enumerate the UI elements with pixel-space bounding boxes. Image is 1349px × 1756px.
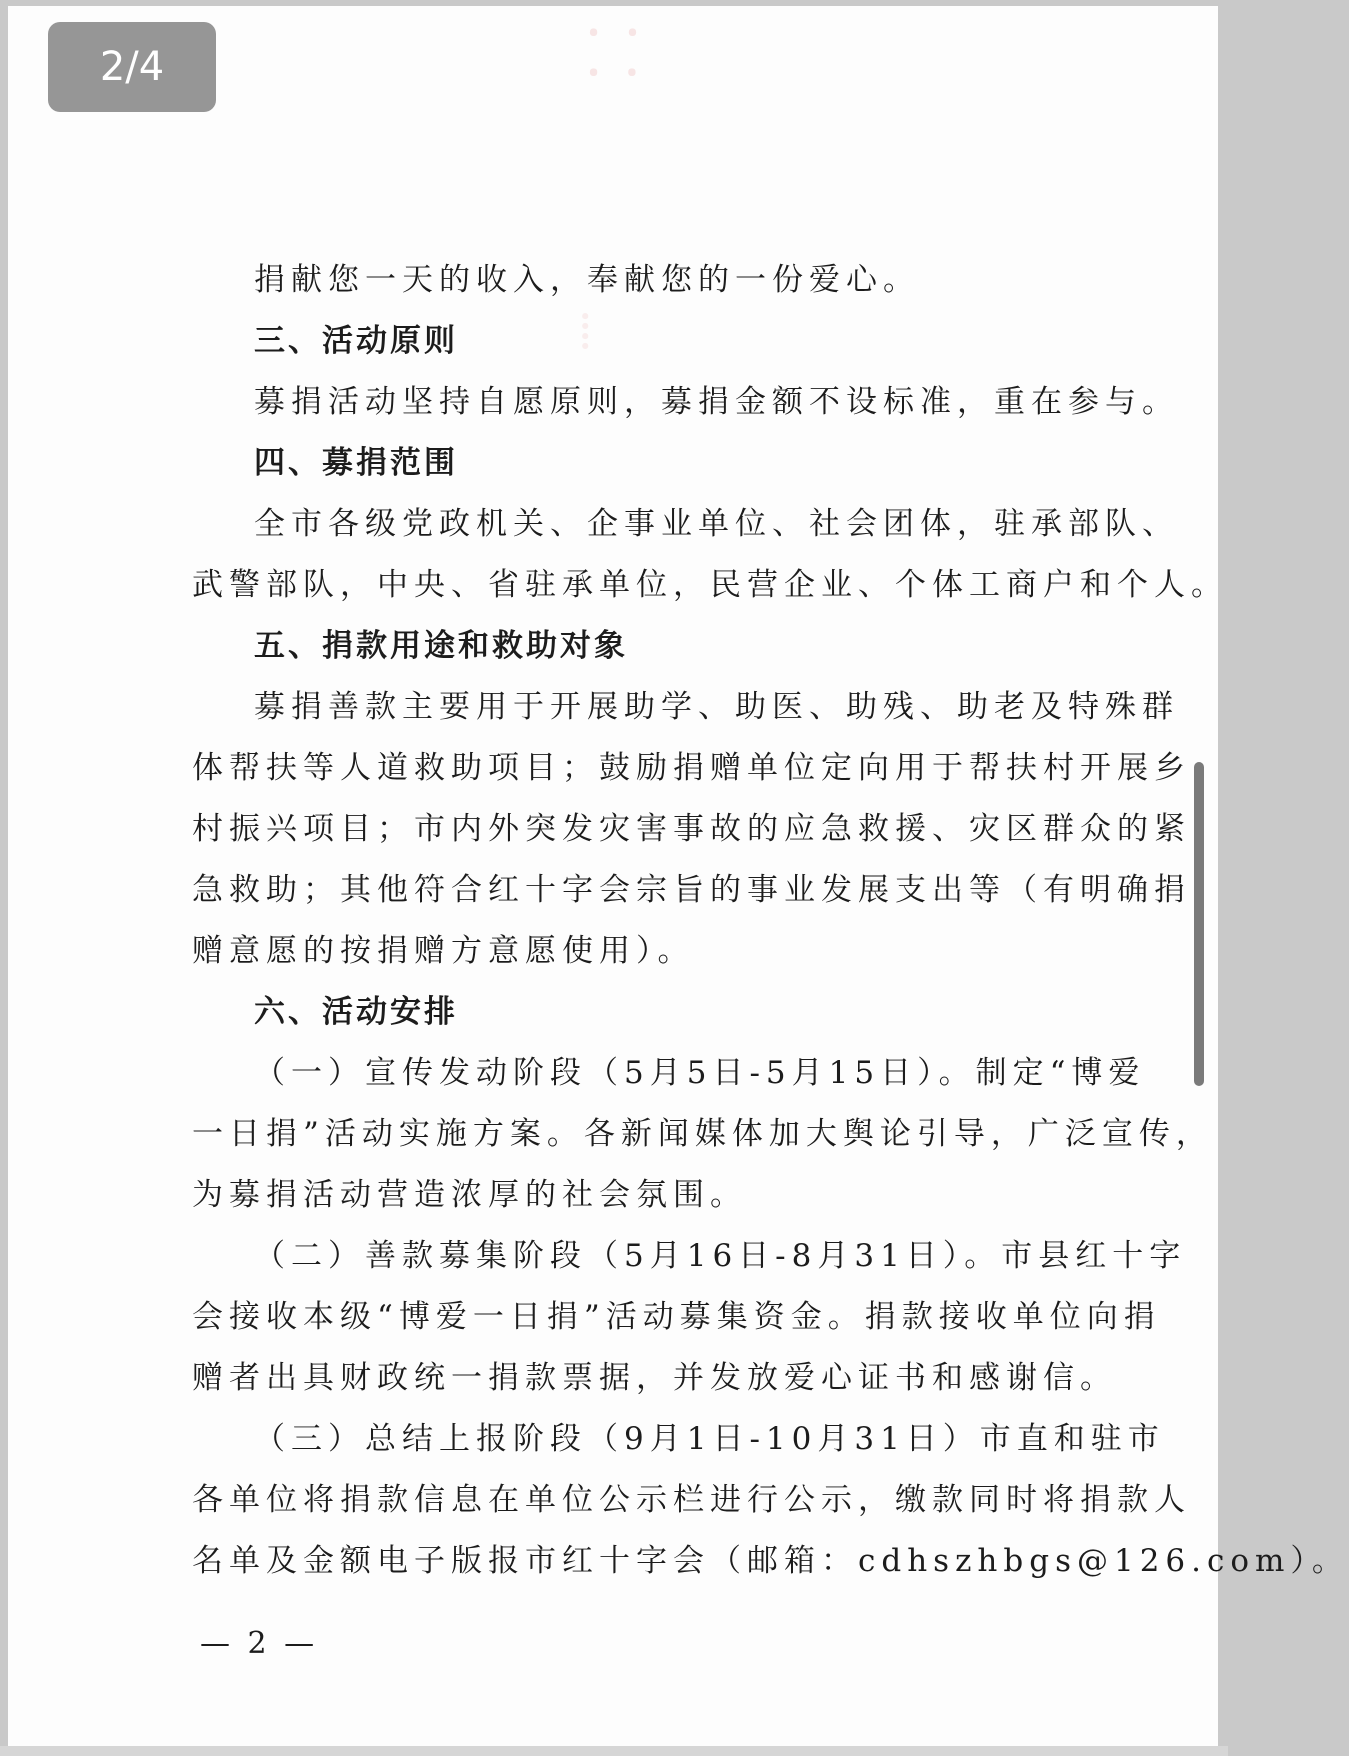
paragraph-line: （二）善款募集阶段（5月16日-8月31日）。市县红十字	[254, 1238, 1187, 1274]
page-counter-badge: 2/4	[48, 22, 216, 112]
paragraph-line: 全市各级党政机关、企事业单位、社会团体，驻承部队、	[254, 506, 1179, 542]
section-heading: 六、活动安排	[254, 994, 458, 1030]
paragraph-line: 村振兴项目；市内外突发灾害事故的应急救援、灾区群众的紧	[192, 811, 1191, 847]
paragraph-line: 武警部队，中央、省驻承单位，民营企业、个体工商户和个人。	[192, 567, 1228, 603]
seal-bleed-through-lower: ⁞	[578, 301, 593, 361]
paragraph-line: 为募捐活动营造浓厚的社会氛围。	[192, 1177, 747, 1213]
paragraph-line: 各单位将捐款信息在单位公示栏进行公示，缴款同时将捐款人	[192, 1482, 1191, 1518]
paragraph-line: 急救助；其他符合红十字会宗旨的事业发展支出等（有明确捐	[192, 872, 1191, 908]
paragraph-line: （一）宣传发动阶段（5月5日-5月15日）。制定“博爱	[254, 1055, 1146, 1091]
section-heading: 三、活动原则	[254, 323, 458, 359]
paragraph-line: 捐献您一天的收入，奉献您的一份爱心。	[254, 262, 920, 298]
bottom-edge	[0, 1746, 1228, 1756]
document-page	[8, 6, 1349, 1746]
paragraph-line: 名单及金额电子版报市红十字会（邮箱：cdhszhbgs@126.com）。	[192, 1543, 1349, 1579]
paragraph-line: （三）总结上报阶段（9月1日-10月31日）市直和驻市	[254, 1421, 1165, 1457]
paragraph-line: 赠意愿的按捐赠方意愿使用）。	[192, 933, 695, 969]
page-number-footer: — 2 —	[200, 1626, 319, 1661]
section-heading: 四、募捐范围	[254, 445, 458, 481]
paragraph-line: 赠者出具财政统一捐款票据，并发放爱心证书和感谢信。	[192, 1360, 1117, 1396]
document-body	[192, 250, 1349, 1592]
paragraph-line: 募捐活动坚持自愿原则，募捐金额不设标准，重在参与。	[254, 384, 1179, 420]
paragraph-line: 会接收本级“博爱一日捐”活动募集资金。捐款接收单位向捐	[192, 1299, 1161, 1335]
vertical-scrollbar[interactable]	[1194, 762, 1204, 1086]
paragraph-line: 一日捐”活动实施方案。各新闻媒体加大舆论引导，广泛宣传，	[192, 1116, 1213, 1152]
seal-bleed-through: ⸬	[586, 17, 640, 91]
section-heading: 五、捐款用途和救助对象	[254, 628, 628, 664]
paragraph-line: 体帮扶等人道救助项目；鼓励捐赠单位定向用于帮扶村开展乡	[192, 750, 1191, 786]
paragraph-line: 募捐善款主要用于开展助学、助医、助残、助老及特殊群	[254, 689, 1179, 725]
